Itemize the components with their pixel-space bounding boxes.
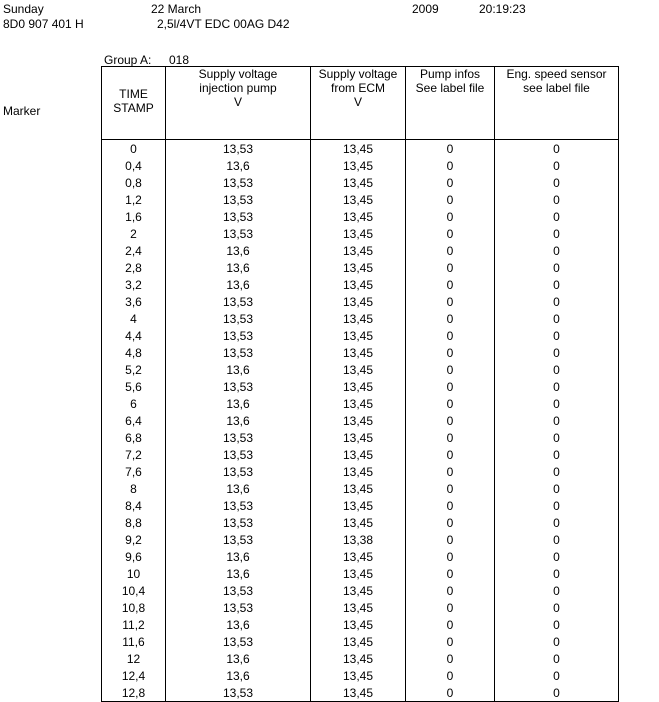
- cell-eng-speed-sensor: 0: [495, 259, 619, 276]
- table-row: [102, 446, 619, 463]
- cell-pump-infos: 0: [406, 514, 495, 531]
- cell-eng-speed-sensor: 0: [495, 650, 619, 667]
- table-row: [102, 157, 619, 174]
- cell-injection-pump-voltage: 13,6: [166, 667, 311, 684]
- cell-time-stamp: 3,2: [102, 276, 166, 293]
- table-row: [102, 259, 619, 276]
- cell-pump-infos: 0: [406, 361, 495, 378]
- cell-injection-pump-voltage: 13,53: [166, 582, 311, 599]
- table-row: [102, 378, 619, 395]
- cell-time-stamp: 1,6: [102, 208, 166, 225]
- table-row: [102, 548, 619, 565]
- header-date: 22 March: [151, 2, 202, 16]
- cell-ecm-voltage: 13,45: [311, 565, 406, 582]
- cell-ecm-voltage: 13,45: [311, 548, 406, 565]
- cell-eng-speed-sensor: 0: [495, 395, 619, 412]
- cell-ecm-voltage: 13,45: [311, 157, 406, 174]
- cell-ecm-voltage: 13,45: [311, 208, 406, 225]
- cell-time-stamp: 4: [102, 310, 166, 327]
- cell-injection-pump-voltage: 13,53: [166, 140, 311, 158]
- cell-eng-speed-sensor: 0: [495, 548, 619, 565]
- cell-pump-infos: 0: [406, 548, 495, 565]
- cell-injection-pump-voltage: 13,53: [166, 429, 311, 446]
- table-row: [102, 531, 619, 548]
- cell-time-stamp: 6,8: [102, 429, 166, 446]
- cell-pump-infos: 0: [406, 684, 495, 702]
- cell-ecm-voltage: 13,45: [311, 225, 406, 242]
- cell-injection-pump-voltage: 13,53: [166, 633, 311, 650]
- cell-time-stamp: 6,4: [102, 412, 166, 429]
- table-row: [102, 412, 619, 429]
- cell-time-stamp: 0: [102, 140, 166, 158]
- table-row: [102, 599, 619, 616]
- column-header-line: See label file: [415, 81, 485, 95]
- cell-ecm-voltage: 13,45: [311, 480, 406, 497]
- cell-pump-infos: 0: [406, 310, 495, 327]
- cell-eng-speed-sensor: 0: [495, 276, 619, 293]
- cell-eng-speed-sensor: 0: [495, 378, 619, 395]
- cell-ecm-voltage: 13,45: [311, 293, 406, 310]
- table-row: [102, 327, 619, 344]
- table-row: [102, 633, 619, 650]
- group-value: 018: [169, 53, 190, 67]
- column-header-line: Supply voltage: [318, 67, 398, 81]
- cell-pump-infos: 0: [406, 395, 495, 412]
- cell-ecm-voltage: 13,45: [311, 616, 406, 633]
- cell-injection-pump-voltage: 13,6: [166, 361, 311, 378]
- cell-ecm-voltage: 13,45: [311, 463, 406, 480]
- cell-ecm-voltage: 13,45: [311, 514, 406, 531]
- cell-eng-speed-sensor: 0: [495, 344, 619, 361]
- data-table: [101, 66, 619, 702]
- cell-pump-infos: 0: [406, 616, 495, 633]
- cell-time-stamp: 9,2: [102, 531, 166, 548]
- cell-eng-speed-sensor: 0: [495, 225, 619, 242]
- column-header-unit: V: [233, 95, 242, 109]
- cell-eng-speed-sensor: 0: [495, 208, 619, 225]
- cell-injection-pump-voltage: 13,53: [166, 531, 311, 548]
- cell-ecm-voltage: 13,45: [311, 650, 406, 667]
- column-header-supply-voltage-injection-pump: [166, 67, 311, 140]
- cell-injection-pump-voltage: 13,6: [166, 242, 311, 259]
- cell-injection-pump-voltage: 13,53: [166, 191, 311, 208]
- cell-eng-speed-sensor: 0: [495, 565, 619, 582]
- column-header-line: TIME: [119, 87, 148, 101]
- cell-eng-speed-sensor: 0: [495, 361, 619, 378]
- cell-eng-speed-sensor: 0: [495, 140, 619, 158]
- cell-eng-speed-sensor: 0: [495, 310, 619, 327]
- cell-ecm-voltage: 13,45: [311, 140, 406, 158]
- column-header-line: Pump infos: [419, 67, 481, 81]
- cell-time-stamp: 2: [102, 225, 166, 242]
- table-row: [102, 497, 619, 514]
- cell-eng-speed-sensor: 0: [495, 429, 619, 446]
- cell-time-stamp: 1,2: [102, 191, 166, 208]
- cell-ecm-voltage: 13,45: [311, 582, 406, 599]
- cell-time-stamp: 9,6: [102, 548, 166, 565]
- cell-injection-pump-voltage: 13,53: [166, 174, 311, 191]
- cell-injection-pump-voltage: 13,6: [166, 616, 311, 633]
- cell-injection-pump-voltage: 13,53: [166, 599, 311, 616]
- part-number: 8D0 907 401 H: [3, 17, 84, 31]
- cell-eng-speed-sensor: 0: [495, 633, 619, 650]
- cell-time-stamp: 0,4: [102, 157, 166, 174]
- cell-pump-infos: 0: [406, 276, 495, 293]
- column-header-supply-voltage-from-ecm: [311, 67, 406, 140]
- cell-injection-pump-voltage: 13,6: [166, 565, 311, 582]
- cell-eng-speed-sensor: 0: [495, 293, 619, 310]
- cell-eng-speed-sensor: 0: [495, 327, 619, 344]
- cell-ecm-voltage: 13,45: [311, 633, 406, 650]
- cell-pump-infos: 0: [406, 157, 495, 174]
- column-header-line: Supply voltage: [198, 67, 278, 81]
- cell-ecm-voltage: 13,45: [311, 242, 406, 259]
- cell-injection-pump-voltage: 13,53: [166, 327, 311, 344]
- cell-time-stamp: 4,8: [102, 344, 166, 361]
- cell-ecm-voltage: 13,45: [311, 412, 406, 429]
- cell-injection-pump-voltage: 13,53: [166, 446, 311, 463]
- cell-ecm-voltage: 13,45: [311, 378, 406, 395]
- table-row: [102, 208, 619, 225]
- cell-injection-pump-voltage: 13,6: [166, 650, 311, 667]
- cell-eng-speed-sensor: 0: [495, 514, 619, 531]
- cell-ecm-voltage: 13,45: [311, 344, 406, 361]
- cell-pump-infos: 0: [406, 378, 495, 395]
- cell-injection-pump-voltage: 13,53: [166, 378, 311, 395]
- cell-injection-pump-voltage: 13,6: [166, 548, 311, 565]
- table-row: [102, 344, 619, 361]
- table-row: [102, 242, 619, 259]
- cell-time-stamp: 0,8: [102, 174, 166, 191]
- cell-injection-pump-voltage: 13,53: [166, 225, 311, 242]
- column-header-time-stamp: [102, 67, 166, 140]
- cell-injection-pump-voltage: 13,53: [166, 208, 311, 225]
- engine-info: 2,5l/4VT EDC 00AG D42: [157, 17, 290, 31]
- cell-pump-infos: 0: [406, 633, 495, 650]
- header-time: 20:19:23: [479, 2, 526, 16]
- table-row: [102, 582, 619, 599]
- cell-ecm-voltage: 13,45: [311, 191, 406, 208]
- cell-eng-speed-sensor: 0: [495, 667, 619, 684]
- cell-pump-infos: 0: [406, 429, 495, 446]
- cell-time-stamp: 11,2: [102, 616, 166, 633]
- cell-pump-infos: 0: [406, 412, 495, 429]
- table-row: [102, 667, 619, 684]
- table-row: [102, 225, 619, 242]
- column-header-line: injection pump: [199, 81, 277, 95]
- cell-time-stamp: 5,2: [102, 361, 166, 378]
- cell-ecm-voltage: 13,38: [311, 531, 406, 548]
- cell-time-stamp: 8,4: [102, 497, 166, 514]
- table-row: [102, 395, 619, 412]
- table-row: [102, 429, 619, 446]
- cell-injection-pump-voltage: 13,53: [166, 684, 311, 702]
- cell-time-stamp: 10,8: [102, 599, 166, 616]
- cell-eng-speed-sensor: 0: [495, 191, 619, 208]
- table-row: [102, 514, 619, 531]
- cell-injection-pump-voltage: 13,53: [166, 344, 311, 361]
- cell-eng-speed-sensor: 0: [495, 242, 619, 259]
- cell-time-stamp: 4,4: [102, 327, 166, 344]
- cell-time-stamp: 7,2: [102, 446, 166, 463]
- cell-ecm-voltage: 13,45: [311, 327, 406, 344]
- cell-pump-infos: 0: [406, 565, 495, 582]
- cell-pump-infos: 0: [406, 667, 495, 684]
- column-header-line: Eng. speed sensor: [506, 67, 607, 81]
- table-row: [102, 310, 619, 327]
- cell-injection-pump-voltage: 13,6: [166, 480, 311, 497]
- cell-time-stamp: 2,8: [102, 259, 166, 276]
- cell-ecm-voltage: 13,45: [311, 684, 406, 702]
- cell-time-stamp: 3,6: [102, 293, 166, 310]
- table-row: [102, 565, 619, 582]
- cell-eng-speed-sensor: 0: [495, 497, 619, 514]
- cell-time-stamp: 8,8: [102, 514, 166, 531]
- cell-eng-speed-sensor: 0: [495, 582, 619, 599]
- cell-time-stamp: 7,6: [102, 463, 166, 480]
- cell-time-stamp: 2,4: [102, 242, 166, 259]
- cell-ecm-voltage: 13,45: [311, 395, 406, 412]
- cell-injection-pump-voltage: 13,53: [166, 293, 311, 310]
- cell-pump-infos: 0: [406, 599, 495, 616]
- cell-pump-infos: 0: [406, 242, 495, 259]
- cell-pump-infos: 0: [406, 497, 495, 514]
- cell-pump-infos: 0: [406, 344, 495, 361]
- cell-time-stamp: 12: [102, 650, 166, 667]
- cell-pump-infos: 0: [406, 531, 495, 548]
- cell-pump-infos: 0: [406, 293, 495, 310]
- cell-pump-infos: 0: [406, 208, 495, 225]
- cell-ecm-voltage: 13,45: [311, 599, 406, 616]
- cell-ecm-voltage: 13,45: [311, 259, 406, 276]
- cell-injection-pump-voltage: 13,6: [166, 412, 311, 429]
- header-year: 2009: [412, 2, 439, 16]
- cell-eng-speed-sensor: 0: [495, 531, 619, 548]
- column-header-eng-speed-sensor: [495, 67, 619, 140]
- cell-pump-infos: 0: [406, 582, 495, 599]
- cell-injection-pump-voltage: 13,53: [166, 497, 311, 514]
- table-row: [102, 191, 619, 208]
- column-header-line: STAMP: [113, 101, 154, 115]
- cell-ecm-voltage: 13,45: [311, 174, 406, 191]
- cell-pump-infos: 0: [406, 225, 495, 242]
- cell-time-stamp: 11,6: [102, 633, 166, 650]
- header-day: Sunday: [3, 2, 44, 16]
- cell-pump-infos: 0: [406, 446, 495, 463]
- cell-time-stamp: 8: [102, 480, 166, 497]
- marker-label: Marker: [3, 104, 41, 118]
- cell-pump-infos: 0: [406, 327, 495, 344]
- cell-injection-pump-voltage: 13,6: [166, 157, 311, 174]
- cell-pump-infos: 0: [406, 174, 495, 191]
- table-row: [102, 480, 619, 497]
- cell-time-stamp: 12,4: [102, 667, 166, 684]
- column-header-unit: V: [353, 95, 362, 109]
- cell-injection-pump-voltage: 13,6: [166, 395, 311, 412]
- cell-injection-pump-voltage: 13,53: [166, 514, 311, 531]
- cell-ecm-voltage: 13,45: [311, 667, 406, 684]
- cell-time-stamp: 5,6: [102, 378, 166, 395]
- cell-pump-infos: 0: [406, 191, 495, 208]
- cell-pump-infos: 0: [406, 463, 495, 480]
- table-row: [102, 361, 619, 378]
- cell-ecm-voltage: 13,45: [311, 310, 406, 327]
- table-row: [102, 174, 619, 191]
- cell-time-stamp: 10: [102, 565, 166, 582]
- cell-ecm-voltage: 13,45: [311, 429, 406, 446]
- column-header-pump-infos: [406, 67, 495, 140]
- cell-pump-infos: 0: [406, 259, 495, 276]
- table-header-row: [102, 67, 619, 140]
- table-row: [102, 293, 619, 310]
- cell-pump-infos: 0: [406, 140, 495, 158]
- table-row: [102, 650, 619, 667]
- table-row: [102, 463, 619, 480]
- cell-time-stamp: 6: [102, 395, 166, 412]
- cell-ecm-voltage: 13,45: [311, 497, 406, 514]
- cell-eng-speed-sensor: 0: [495, 480, 619, 497]
- cell-pump-infos: 0: [406, 650, 495, 667]
- cell-injection-pump-voltage: 13,53: [166, 310, 311, 327]
- cell-eng-speed-sensor: 0: [495, 599, 619, 616]
- cell-eng-speed-sensor: 0: [495, 157, 619, 174]
- cell-eng-speed-sensor: 0: [495, 684, 619, 702]
- cell-ecm-voltage: 13,45: [311, 446, 406, 463]
- column-header-line: from ECM: [331, 81, 385, 95]
- group-label: Group A:: [104, 53, 152, 67]
- cell-injection-pump-voltage: 13,53: [166, 463, 311, 480]
- cell-ecm-voltage: 13,45: [311, 276, 406, 293]
- cell-eng-speed-sensor: 0: [495, 616, 619, 633]
- column-header-line: see label file: [523, 81, 590, 95]
- cell-time-stamp: 12,8: [102, 684, 166, 702]
- cell-ecm-voltage: 13,45: [311, 361, 406, 378]
- cell-eng-speed-sensor: 0: [495, 412, 619, 429]
- table-row: [102, 616, 619, 633]
- table-row: [102, 140, 619, 158]
- cell-eng-speed-sensor: 0: [495, 174, 619, 191]
- cell-eng-speed-sensor: 0: [495, 446, 619, 463]
- cell-eng-speed-sensor: 0: [495, 463, 619, 480]
- cell-injection-pump-voltage: 13,6: [166, 276, 311, 293]
- cell-time-stamp: 10,4: [102, 582, 166, 599]
- table-row: [102, 684, 619, 702]
- cell-injection-pump-voltage: 13,6: [166, 259, 311, 276]
- table-row: [102, 276, 619, 293]
- cell-pump-infos: 0: [406, 480, 495, 497]
